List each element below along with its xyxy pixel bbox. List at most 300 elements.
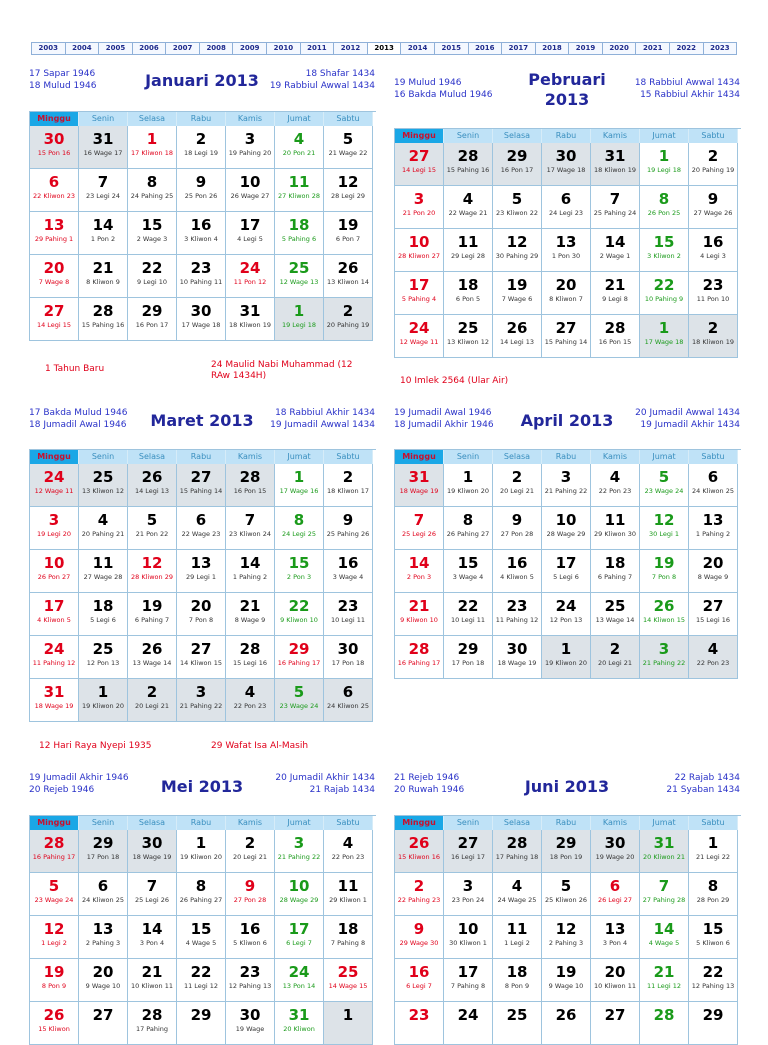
day-cell[interactable] xyxy=(226,550,275,593)
day-cell[interactable] xyxy=(444,916,493,959)
day-number: 6 xyxy=(48,173,60,191)
day-cell[interactable] xyxy=(324,255,373,298)
day-cell[interactable] xyxy=(79,169,128,212)
day-cell[interactable] xyxy=(30,298,79,341)
day-cell[interactable] xyxy=(177,959,226,1002)
day-cell[interactable] xyxy=(226,298,275,341)
week-row xyxy=(30,916,376,959)
day-cell[interactable] xyxy=(444,143,493,186)
day-cell[interactable] xyxy=(493,593,542,636)
day-cell[interactable] xyxy=(444,315,493,358)
day-number: 25 xyxy=(337,963,359,981)
day-cell[interactable] xyxy=(324,169,373,212)
day-cell[interactable] xyxy=(324,464,373,507)
day-cell[interactable] xyxy=(177,507,226,550)
day-cell[interactable] xyxy=(395,507,444,550)
day-cell[interactable] xyxy=(275,916,324,959)
pasaran-label: 26 Wage 27 xyxy=(230,192,270,200)
day-cell[interactable] xyxy=(395,272,444,315)
day-cell[interactable] xyxy=(591,593,640,636)
day-cell[interactable] xyxy=(30,169,79,212)
day-number: 16 xyxy=(337,554,359,572)
day-cell[interactable] xyxy=(395,959,444,1002)
day-cell[interactable] xyxy=(689,507,738,550)
week-row xyxy=(395,315,741,358)
pasaran-label: 11 Pahing 12 xyxy=(32,659,76,667)
day-cell[interactable] xyxy=(324,916,373,959)
day-cell[interactable] xyxy=(689,873,738,916)
day-cell[interactable] xyxy=(395,830,444,873)
day-number: 14 xyxy=(408,554,430,572)
day-cell[interactable] xyxy=(493,315,542,358)
day-cell[interactable] xyxy=(177,550,226,593)
day-cell[interactable] xyxy=(79,298,128,341)
day-cell[interactable] xyxy=(177,212,226,255)
day-cell[interactable] xyxy=(591,959,640,1002)
day-cell[interactable] xyxy=(324,959,373,1002)
day-number: 30 xyxy=(604,834,626,852)
year-link[interactable]: 2003 xyxy=(32,43,66,54)
pasaran-label: 28 Pon 29 xyxy=(696,896,730,904)
day-cell[interactable] xyxy=(30,255,79,298)
day-cell[interactable] xyxy=(275,550,324,593)
day-cell[interactable] xyxy=(226,679,275,722)
day-cell[interactable] xyxy=(395,916,444,959)
day-cell[interactable] xyxy=(128,593,177,636)
pasaran-label: 21 Pahing 22 xyxy=(277,853,321,861)
day-cell[interactable] xyxy=(275,679,324,722)
day-cell[interactable] xyxy=(275,507,324,550)
day-cell[interactable] xyxy=(395,873,444,916)
day-cell[interactable] xyxy=(226,212,275,255)
day-cell[interactable] xyxy=(128,126,177,169)
day-cell[interactable] xyxy=(640,550,689,593)
day-number: 24 xyxy=(408,319,430,337)
day-cell[interactable] xyxy=(689,464,738,507)
year-link[interactable]: 2008 xyxy=(200,43,234,54)
weekday-label: Senin xyxy=(79,816,128,830)
day-cell[interactable] xyxy=(542,143,591,186)
day-cell[interactable] xyxy=(30,636,79,679)
year-link[interactable]: 2011 xyxy=(301,43,335,54)
day-number: 6 xyxy=(195,511,207,529)
day-cell[interactable] xyxy=(640,464,689,507)
day-cell[interactable] xyxy=(226,464,275,507)
day-cell[interactable] xyxy=(493,143,542,186)
day-cell[interactable] xyxy=(226,873,275,916)
pasaran-label: 5 Kliwon 6 xyxy=(233,939,267,947)
day-cell[interactable] xyxy=(324,593,373,636)
weekday-label: Kamis xyxy=(591,129,640,143)
day-cell[interactable] xyxy=(444,464,493,507)
day-cell[interactable] xyxy=(591,507,640,550)
day-cell[interactable] xyxy=(177,169,226,212)
day-cell[interactable] xyxy=(30,873,79,916)
day-number: 11 xyxy=(337,877,359,895)
day-cell[interactable] xyxy=(30,593,79,636)
day-cell[interactable] xyxy=(275,212,324,255)
day-cell[interactable] xyxy=(395,143,444,186)
day-cell[interactable] xyxy=(30,550,79,593)
day-number: 30 xyxy=(506,640,528,658)
pasaran-label: 25 Legi 26 xyxy=(401,530,437,538)
year-link[interactable]: 2023 xyxy=(704,43,737,54)
pasaran-label: 2 Pon 3 xyxy=(406,573,432,581)
day-cell[interactable] xyxy=(444,550,493,593)
day-number: 18 xyxy=(604,554,626,572)
day-cell[interactable] xyxy=(128,636,177,679)
day-cell[interactable] xyxy=(640,593,689,636)
month-header xyxy=(394,772,740,818)
day-cell[interactable] xyxy=(79,593,128,636)
year-link[interactable]: 2017 xyxy=(502,43,536,54)
day-cell[interactable] xyxy=(689,229,738,272)
day-cell[interactable] xyxy=(591,272,640,315)
day-cell[interactable] xyxy=(79,507,128,550)
day-cell[interactable] xyxy=(177,593,226,636)
day-cell[interactable] xyxy=(275,830,324,873)
day-cell[interactable] xyxy=(275,298,324,341)
day-cell[interactable] xyxy=(177,298,226,341)
day-cell[interactable] xyxy=(128,212,177,255)
day-cell[interactable] xyxy=(30,212,79,255)
day-cell[interactable] xyxy=(128,679,177,722)
day-cell[interactable] xyxy=(591,464,640,507)
year-link[interactable]: 2004 xyxy=(66,43,100,54)
day-cell[interactable] xyxy=(177,464,226,507)
year-link[interactable]: 2012 xyxy=(334,43,368,54)
month-header xyxy=(394,70,740,116)
day-number: 1 xyxy=(658,147,670,165)
day-cell[interactable] xyxy=(493,916,542,959)
pasaran-label: 22 Pahing 23 xyxy=(397,896,441,904)
day-cell[interactable] xyxy=(324,507,373,550)
day-cell[interactable] xyxy=(324,830,373,873)
day-cell[interactable] xyxy=(30,916,79,959)
pasaran-label: 9 Kliwon 10 xyxy=(400,616,438,624)
day-cell[interactable] xyxy=(640,143,689,186)
weekday-label: Rabu xyxy=(542,129,591,143)
day-cell[interactable] xyxy=(640,959,689,1002)
day-cell[interactable] xyxy=(542,186,591,229)
pasaran-label: 10 Legi 11 xyxy=(450,616,486,624)
day-number: 3 xyxy=(293,834,305,852)
day-number: 3 xyxy=(560,468,572,486)
day-cell[interactable] xyxy=(275,873,324,916)
day-number: 8 xyxy=(293,511,305,529)
day-number: 12 xyxy=(337,173,359,191)
day-cell[interactable] xyxy=(444,229,493,272)
day-number: 4 xyxy=(293,130,305,148)
pasaran-label: 27 Pahing 28 xyxy=(642,896,686,904)
pasaran-label: 12 Wage 11 xyxy=(34,487,74,495)
day-number: 12 xyxy=(43,920,65,938)
day-cell[interactable] xyxy=(226,916,275,959)
day-cell[interactable] xyxy=(177,873,226,916)
weekday-label: Rabu xyxy=(542,450,591,464)
day-cell[interactable] xyxy=(226,959,275,1002)
day-cell[interactable] xyxy=(689,916,738,959)
day-cell[interactable] xyxy=(30,126,79,169)
day-cell[interactable] xyxy=(591,636,640,679)
day-cell[interactable] xyxy=(30,959,79,1002)
day-cell[interactable] xyxy=(542,636,591,679)
day-cell[interactable] xyxy=(226,255,275,298)
day-cell[interactable] xyxy=(493,272,542,315)
day-number: 23 xyxy=(506,597,528,615)
javanese-date-start: 21 Rejeb 1946 xyxy=(394,773,460,783)
day-cell[interactable] xyxy=(395,315,444,358)
day-cell[interactable] xyxy=(542,550,591,593)
day-cell[interactable] xyxy=(444,873,493,916)
day-cell[interactable] xyxy=(79,636,128,679)
year-link[interactable]: 2007 xyxy=(166,43,200,54)
pasaran-label: 20 Pahing 19 xyxy=(691,166,735,174)
day-cell[interactable] xyxy=(128,916,177,959)
day-cell[interactable] xyxy=(542,830,591,873)
day-number: 2 xyxy=(342,468,354,486)
day-cell[interactable] xyxy=(542,916,591,959)
day-cell[interactable] xyxy=(324,636,373,679)
day-cell[interactable] xyxy=(640,916,689,959)
day-number: 1 xyxy=(658,319,670,337)
day-cell[interactable] xyxy=(79,255,128,298)
pasaran-label: 22 Wage 23 xyxy=(181,530,221,538)
day-cell[interactable] xyxy=(79,959,128,1002)
day-cell[interactable] xyxy=(493,507,542,550)
day-cell[interactable] xyxy=(493,550,542,593)
day-cell[interactable] xyxy=(177,679,226,722)
day-cell[interactable] xyxy=(689,186,738,229)
day-cell[interactable] xyxy=(128,873,177,916)
day-cell[interactable] xyxy=(542,507,591,550)
day-cell[interactable] xyxy=(493,830,542,873)
day-cell[interactable] xyxy=(689,593,738,636)
day-cell[interactable] xyxy=(79,464,128,507)
day-cell[interactable] xyxy=(493,464,542,507)
day-cell[interactable] xyxy=(689,315,738,358)
day-cell[interactable] xyxy=(395,229,444,272)
year-link[interactable]: 2018 xyxy=(536,43,570,54)
week-row xyxy=(30,593,376,636)
pasaran-label: 3 Pon 4 xyxy=(602,939,628,947)
day-cell[interactable] xyxy=(128,169,177,212)
month-title: Pebruari 2013 xyxy=(528,70,606,109)
year-link[interactable]: 2016 xyxy=(469,43,503,54)
pasaran-label: 17 Wage 18 xyxy=(644,338,684,346)
day-cell[interactable] xyxy=(444,959,493,1002)
year-link[interactable]: 2010 xyxy=(267,43,301,54)
pasaran-label: 15 Pon 16 xyxy=(37,149,71,157)
day-cell[interactable] xyxy=(177,916,226,959)
day-cell[interactable] xyxy=(226,507,275,550)
year-link[interactable]: 2005 xyxy=(99,43,133,54)
day-cell[interactable] xyxy=(444,830,493,873)
pasaran-label: 18 Wage 19 xyxy=(34,702,74,710)
day-cell[interactable] xyxy=(30,507,79,550)
day-cell[interactable] xyxy=(689,959,738,1002)
day-cell[interactable] xyxy=(30,830,79,873)
day-cell[interactable] xyxy=(640,636,689,679)
day-cell[interactable] xyxy=(177,830,226,873)
day-cell[interactable] xyxy=(79,126,128,169)
pasaran-label: 11 Pon 12 xyxy=(233,278,267,286)
pasaran-label: 13 Wage 14 xyxy=(595,616,635,624)
day-cell[interactable] xyxy=(395,186,444,229)
year-link[interactable]: 2021 xyxy=(636,43,670,54)
pasaran-label: 14 Legi 15 xyxy=(36,321,72,329)
day-cell[interactable] xyxy=(395,464,444,507)
day-number: 27 xyxy=(43,302,65,320)
day-cell[interactable] xyxy=(79,212,128,255)
day-cell[interactable] xyxy=(640,229,689,272)
pasaran-label: 12 Pahing 13 xyxy=(691,982,735,990)
day-cell[interactable] xyxy=(542,229,591,272)
day-cell[interactable] xyxy=(128,464,177,507)
day-number: 18 xyxy=(506,963,528,981)
day-cell[interactable] xyxy=(493,636,542,679)
year-link[interactable]: 2013 xyxy=(368,43,402,54)
day-cell[interactable] xyxy=(275,636,324,679)
day-number: 26 xyxy=(141,640,163,658)
day-cell[interactable] xyxy=(395,593,444,636)
day-cell[interactable] xyxy=(30,464,79,507)
day-cell[interactable] xyxy=(542,464,591,507)
day-cell[interactable] xyxy=(128,298,177,341)
day-cell[interactable] xyxy=(128,507,177,550)
day-cell[interactable] xyxy=(177,255,226,298)
day-cell[interactable] xyxy=(591,550,640,593)
day-cell[interactable] xyxy=(226,830,275,873)
day-cell[interactable] xyxy=(591,916,640,959)
day-cell[interactable] xyxy=(177,126,226,169)
day-cell[interactable] xyxy=(226,126,275,169)
day-cell[interactable] xyxy=(275,464,324,507)
day-cell[interactable] xyxy=(79,550,128,593)
day-cell[interactable] xyxy=(30,679,79,722)
day-cell[interactable] xyxy=(275,169,324,212)
day-cell[interactable] xyxy=(275,126,324,169)
year-link[interactable]: 2022 xyxy=(670,43,704,54)
day-cell[interactable] xyxy=(444,593,493,636)
day-number: 27 xyxy=(555,319,577,337)
year-link[interactable]: 2006 xyxy=(133,43,167,54)
day-number: 25 xyxy=(457,319,479,337)
day-cell[interactable] xyxy=(324,212,373,255)
day-cell[interactable] xyxy=(493,186,542,229)
day-cell[interactable] xyxy=(542,315,591,358)
day-cell[interactable] xyxy=(226,169,275,212)
day-cell[interactable] xyxy=(275,959,324,1002)
day-cell[interactable] xyxy=(689,143,738,186)
day-cell[interactable] xyxy=(275,593,324,636)
day-cell[interactable] xyxy=(591,143,640,186)
day-cell[interactable] xyxy=(542,593,591,636)
day-cell[interactable] xyxy=(324,679,373,722)
day-cell[interactable] xyxy=(128,830,177,873)
day-cell[interactable] xyxy=(689,830,738,873)
day-number: 17 xyxy=(457,963,479,981)
day-cell[interactable] xyxy=(324,873,373,916)
day-cell[interactable] xyxy=(591,229,640,272)
day-cell[interactable] xyxy=(128,550,177,593)
day-number: 13 xyxy=(190,554,212,572)
pasaran-label: 24 Kliwon 25 xyxy=(82,896,124,904)
day-cell[interactable] xyxy=(542,272,591,315)
day-cell[interactable] xyxy=(493,959,542,1002)
pasaran-label: 17 Pon 18 xyxy=(451,659,485,667)
month-header xyxy=(394,406,740,452)
year-link[interactable]: 2020 xyxy=(603,43,637,54)
day-cell[interactable] xyxy=(444,636,493,679)
day-cell[interactable] xyxy=(128,255,177,298)
pasaran-label: 21 Pon 20 xyxy=(402,209,436,217)
day-cell[interactable] xyxy=(79,916,128,959)
day-cell[interactable] xyxy=(324,126,373,169)
day-cell[interactable] xyxy=(444,507,493,550)
day-cell[interactable] xyxy=(640,873,689,916)
year-link[interactable]: 2009 xyxy=(233,43,267,54)
weekday-label: Minggu xyxy=(30,450,79,464)
day-cell[interactable] xyxy=(689,550,738,593)
day-number: 2 xyxy=(413,877,425,895)
pasaran-label: 25 Legi 26 xyxy=(134,896,170,904)
day-number: 8 xyxy=(462,511,474,529)
day-cell[interactable] xyxy=(444,186,493,229)
day-cell[interactable] xyxy=(177,636,226,679)
day-number: 26 xyxy=(653,597,675,615)
day-cell[interactable] xyxy=(324,550,373,593)
day-cell[interactable] xyxy=(542,959,591,1002)
day-cell[interactable] xyxy=(591,315,640,358)
day-cell[interactable] xyxy=(324,298,373,341)
day-cell[interactable] xyxy=(128,959,177,1002)
day-cell[interactable] xyxy=(640,507,689,550)
day-cell[interactable] xyxy=(79,873,128,916)
day-cell[interactable] xyxy=(493,229,542,272)
day-number: 23 xyxy=(337,597,359,615)
day-number: 3 xyxy=(244,130,256,148)
year-link[interactable]: 2019 xyxy=(569,43,603,54)
day-cell[interactable] xyxy=(395,636,444,679)
pasaran-label: 22 Wage 21 xyxy=(448,209,488,217)
day-cell[interactable] xyxy=(640,272,689,315)
day-cell[interactable] xyxy=(226,636,275,679)
day-cell[interactable] xyxy=(226,593,275,636)
day-cell[interactable] xyxy=(640,315,689,358)
day-cell[interactable] xyxy=(542,873,591,916)
day-number: 21 xyxy=(239,597,261,615)
day-cell[interactable] xyxy=(79,830,128,873)
day-cell[interactable] xyxy=(79,679,128,722)
day-cell[interactable] xyxy=(689,636,738,679)
day-cell[interactable] xyxy=(689,272,738,315)
day-cell[interactable] xyxy=(640,186,689,229)
day-cell[interactable] xyxy=(444,272,493,315)
day-cell[interactable] xyxy=(640,830,689,873)
year-link[interactable]: 2014 xyxy=(401,43,435,54)
year-link[interactable]: 2015 xyxy=(435,43,469,54)
day-cell[interactable] xyxy=(591,873,640,916)
day-cell[interactable] xyxy=(493,873,542,916)
weekday-label: Minggu xyxy=(395,450,444,464)
day-cell[interactable] xyxy=(275,255,324,298)
day-cell[interactable] xyxy=(591,830,640,873)
day-cell[interactable] xyxy=(591,186,640,229)
pasaran-label: 10 Pahing 11 xyxy=(179,278,223,286)
day-cell[interactable] xyxy=(395,550,444,593)
pasaran-label: 24 Pahing 25 xyxy=(130,192,174,200)
